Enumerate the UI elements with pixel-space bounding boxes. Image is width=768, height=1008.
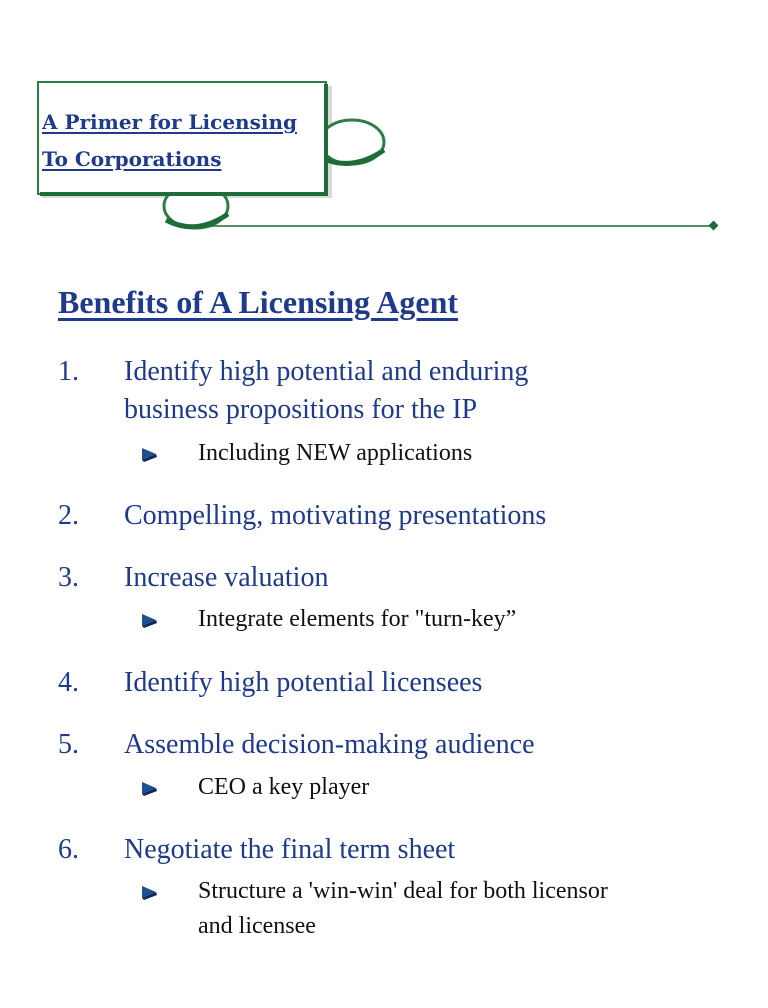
sub-item-text: CEO a key player [198, 774, 370, 800]
arrow-bullet-icon [140, 780, 158, 796]
item-text: Identify high potential and enduring [124, 356, 529, 387]
item-number: 3. [58, 562, 79, 593]
slide-heading: Benefits of A Licensing Agent [58, 284, 459, 320]
item-number: 5. [58, 729, 79, 760]
title-box [38, 82, 326, 194]
item-text: business propositions for the IP [124, 394, 478, 425]
sub-item-text: Integrate elements for "turn-key” [198, 606, 517, 632]
sub-item-text: Structure a 'win-win' deal for both licensor [198, 878, 608, 904]
item-text: Identify high potential licensees [124, 667, 483, 698]
sub-item-text: Including NEW applications [198, 440, 473, 466]
item-number: 4. [58, 667, 79, 698]
item-text: Compelling, motivating presentations [124, 500, 547, 531]
arrow-bullet-icon [140, 446, 158, 462]
arrow-bullet-icon [140, 884, 158, 900]
item-text: Increase valuation [124, 562, 329, 593]
sub-item-text: and licensee [198, 913, 316, 939]
header-title-line-2: To Corporations [42, 147, 222, 171]
header-title-line-1: A Primer for Licensing [42, 110, 297, 134]
item-text: Negotiate the final term sheet [124, 834, 456, 865]
arrow-bullet-icon [140, 612, 158, 628]
item-number: 1. [58, 356, 79, 387]
item-number: 6. [58, 834, 79, 865]
item-number: 2. [58, 500, 79, 531]
item-text: Assemble decision-making audience [124, 729, 535, 760]
rule-diamond [709, 221, 719, 231]
